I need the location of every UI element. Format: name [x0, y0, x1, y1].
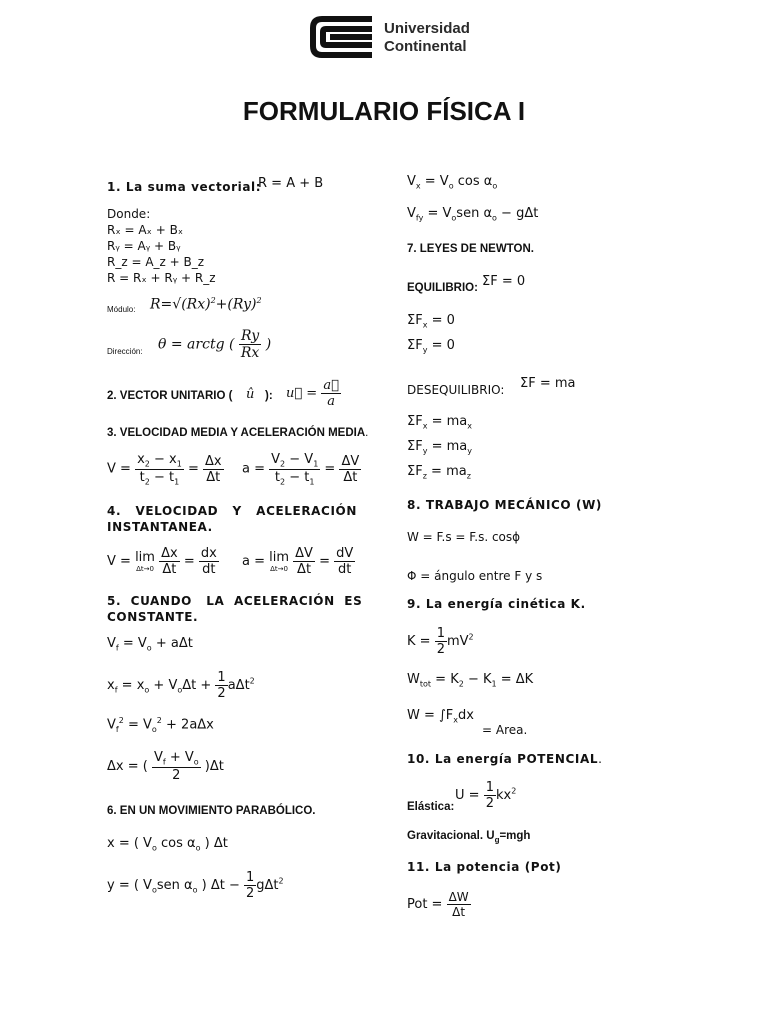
ry-equation: Rᵧ = Aᵧ + Bᵧ — [107, 239, 181, 253]
section-11-heading: 11. La potencia (Pot) — [407, 860, 562, 874]
university-logo — [306, 14, 376, 60]
desequilibrio-fz-formula: $\Sigma F_z = ma_z$ — [407, 464, 471, 481]
power-formula: Pot = $\frac{\Delta W}{\Delta t}$ — [407, 890, 469, 919]
section-5-heading — [107, 594, 362, 624]
vfy-formula: $V_{fy} = V_osen$ $\alpha_o - g\Delta t$ — [407, 206, 539, 223]
instant-acceleration-formula: a = lim Δt→0 $\frac{\Delta V}{\Delta t}$ = $\frac{dV}{dt}$ — [242, 546, 354, 577]
parabolic-x-formula: x = ( $V_o$ $\cos \alpha_o$ ) Δt — [107, 836, 228, 853]
section-4-heading — [107, 504, 361, 534]
rx-equation: Rₓ = Aₓ + Bₓ — [107, 223, 184, 237]
section-3-dot: . — [365, 427, 369, 439]
equilibrio-label: EQUILIBRIO: — [407, 282, 478, 294]
phi-s-symbol: s — [536, 569, 543, 583]
instant-velocity-formula: V = lim Δt→0 $\frac{\Delta x}{\Delta t}$ = $\frac{dx}{dt}$ — [107, 546, 217, 577]
displacement-formula: Δx = ( $\frac{V_f + V_o}{2}$ )Δt — [107, 750, 224, 783]
section-10-heading-text: 10. La energía POTENCIAL — [407, 752, 599, 766]
elastica-label: Elástica: — [407, 801, 455, 813]
equilibrio-formula: ΣF = 0 — [482, 274, 526, 289]
direccion-label: Dirección: — [107, 347, 143, 356]
desequilibrio-fx-formula: $\Sigma F_x = ma_x$ — [407, 414, 472, 431]
mean-acceleration-formula: a = $\frac{V_2 - V_1}{t_2 - t_1}$ = $\frac{\Delta V}{\Delta t}$ — [242, 452, 360, 487]
gravitacional-label: Gravitacional. U — [407, 830, 495, 842]
section-5-heading-line-1: 5. CUANDO LA ACELERACIÓN ES — [107, 594, 363, 608]
section-1-heading: 1. La suma vectorial: — [107, 180, 262, 194]
work-total-formula: $W_{tot} = K_2 - K_1 = \Delta K$ — [407, 672, 534, 689]
logo-mark-icon — [306, 14, 376, 60]
section-7-heading — [407, 243, 534, 255]
mean-velocity-formula: V = $\frac{x_2 - x_1}{t_2 - t_1}$ = $\frac{\Delta x}{\Delta t}$ — [107, 452, 222, 487]
unit-vector-symbol: û — [246, 387, 255, 402]
work-formula: W = F.s = F.s. cosϕ — [407, 530, 521, 544]
section-7-heading-text: 7. LEYES DE NEWTON — [407, 243, 531, 255]
section-3-heading-text: 3. VELOCIDAD MEDIA Y ACELERACIÓN MEDIA — [107, 427, 366, 439]
modulo-label: Módulo: — [107, 305, 136, 314]
section-10-heading — [407, 752, 603, 766]
section-10-dot: . — [598, 752, 603, 766]
phi-definition — [407, 568, 542, 584]
section-7-dot: . — [530, 243, 534, 255]
section-9-heading: 9. La energía cinética K. — [407, 597, 586, 611]
logo-line-2: Continental — [384, 38, 467, 55]
equilibrio-fx-formula: $\Sigma F_x = 0$ — [407, 313, 455, 330]
page-title: FORMULARIO FÍSICA I — [242, 96, 526, 126]
final-position-formula: $x_f = x_o + V_o\Delta t$ + $\frac{1}{2}$ aΔt$^2$ — [107, 670, 255, 701]
vx-formula: $V_x = V_o$ $\cos \alpha_o$ — [407, 174, 498, 191]
gravitacional-sub: g — [494, 835, 500, 845]
rz-equation: R_z = A_z + B_z — [107, 255, 205, 269]
unit-vector-formula: u⃗ = $\frac{a⃗}{a}$ — [286, 378, 339, 409]
area-label: = Area. — [482, 723, 528, 737]
section-2-heading: 2. VECTOR UNITARIO ( — [107, 390, 233, 402]
phi-f-symbol: F — [514, 569, 522, 583]
modulo-formula: $R=√(Rx)^2+(Ry)^2$ — [150, 296, 262, 313]
phi-text: Φ = ángulo entre — [407, 569, 511, 583]
section-8-heading: 8. TRABAJO MECÁNICO (W) — [407, 498, 603, 512]
section-2-paren: ): — [265, 390, 273, 402]
desequilibrio-formula: ΣF = ma — [520, 376, 576, 391]
gravitacional-tail: =mgh — [499, 830, 531, 842]
logo-line-1: Universidad — [384, 20, 470, 37]
equilibrio-fy-formula: $\Sigma F_y = 0$ — [407, 338, 455, 355]
parabolic-y-formula: y = ( $V_osen$ $\alpha_o$ ) Δt − $\frac{1}{2}$ gΔt$^2$ — [107, 870, 284, 901]
section-4-heading-line-1 — [107, 504, 361, 518]
vector-sum-equation: R = A + B — [258, 176, 324, 191]
desequilibrio-fy-formula: $\Sigma F_y = ma_y$ — [407, 439, 472, 456]
kinetic-energy-formula: K = $\frac{1}{2}$ $mV^2$ — [407, 626, 474, 657]
desequilibrio-label: DESEQUILIBRIO: — [407, 383, 505, 397]
section-4-heading-line-2: INSTANTANEA. — [107, 520, 213, 534]
r-equation: R = Rₓ + Rᵧ + R_z — [107, 271, 216, 285]
elastic-energy-formula: U = $\frac{1}{2}$ $kx^2$ — [455, 780, 517, 811]
section-5-heading-line-2: CONSTANTE. — [107, 610, 199, 624]
final-velocity-formula: $V_f = V_o + a\Delta t$ — [107, 636, 193, 653]
velocity-squared-formula: $V_f^2 = V_o^2 + 2a\Delta x$ — [107, 716, 214, 734]
section-3-heading — [107, 427, 368, 439]
phi-y-word: y — [525, 569, 533, 583]
section-4-heading-text-a: 4. VELOCIDAD Y ACELERACIÓN — [107, 504, 357, 518]
direccion-formula: θ = arctg ( $\frac{Ry}{Rx}$ ) — [158, 328, 272, 361]
work-integral-formula: $W = \int F_xdx$ — [407, 708, 474, 725]
donde-label: Donde: — [107, 207, 151, 221]
gravitational-energy — [407, 830, 530, 844]
section-6-heading: 6. EN UN MOVIMIENTO PARABÓLICO. — [107, 805, 316, 817]
